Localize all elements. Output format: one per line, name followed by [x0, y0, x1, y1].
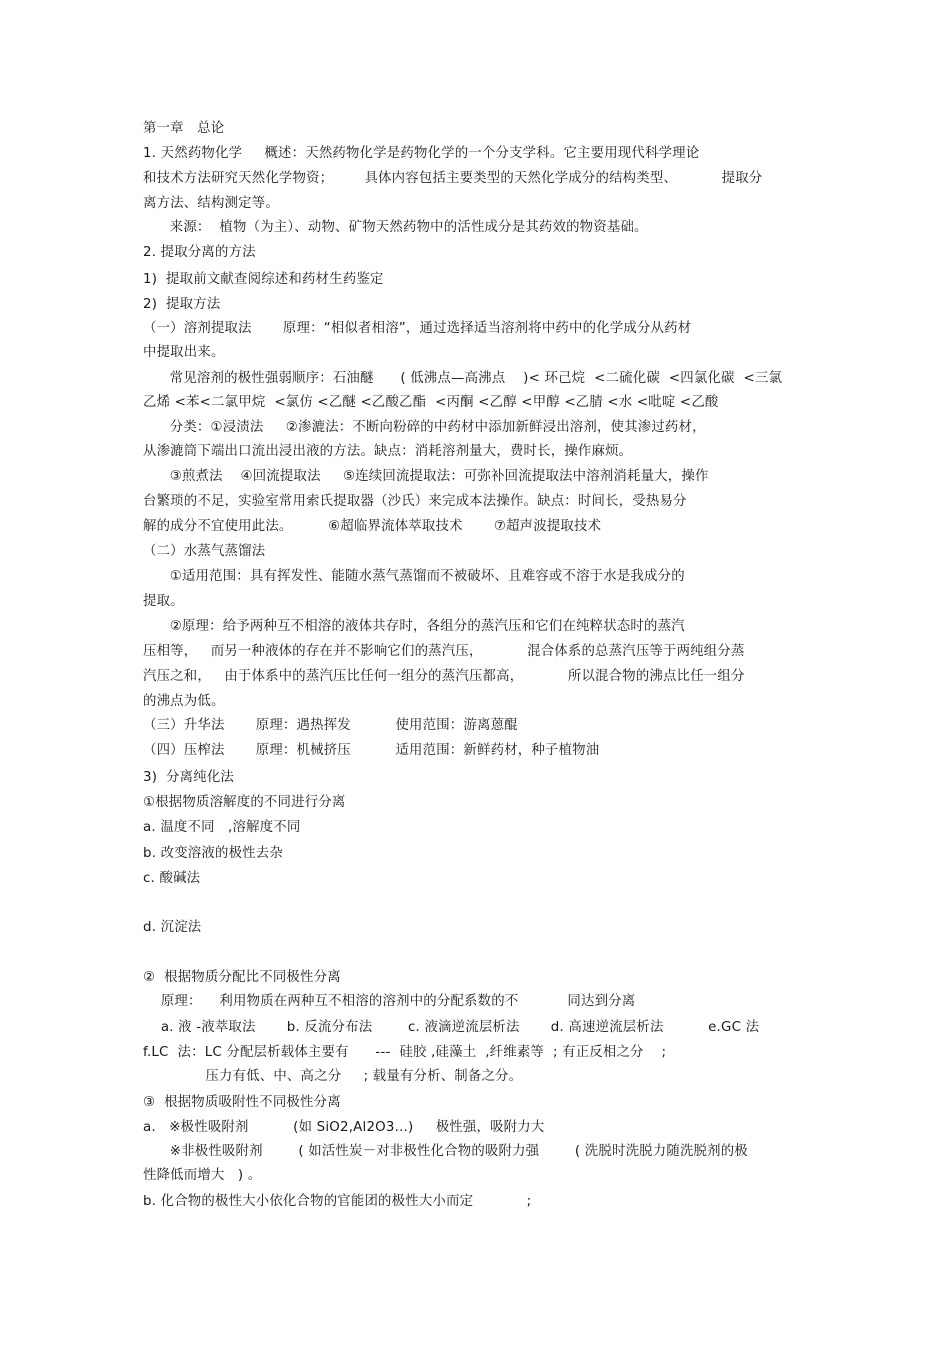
text-line: 分类：①浸渍法 ②渗漉法：不断向粉碎的中药材中添加新鲜浸出溶剂，使其渗过药材，: [143, 420, 706, 435]
text-line: 乙烯 <苯<二氯甲烷 <氯仿 <乙醚 <乙酸乙酯 <丙酮 <乙醇 <甲醇 <乙腈 <水 <吡啶 <乙酸: [143, 395, 719, 410]
text-line: b. 改变溶液的极性去杂: [143, 846, 283, 861]
text-line: b. 化合物的极性大小依化合物的官能团的极性大小而定 ;: [143, 1194, 532, 1209]
text-line: ③煎煮法 ④回流提取法 ⑤连续回流提取法：可弥补回流提取法中溶剂消耗量大，操作: [143, 469, 709, 484]
text-line: ③ 根据物质吸附性不同极性分离: [143, 1095, 341, 1110]
text-line: 1) 提取前文献查阅综述和药材生药鉴定: [143, 272, 384, 287]
text-line: 性降低而增大 ) 。: [143, 1168, 262, 1183]
text-line: 3) 分离纯化法: [143, 770, 235, 785]
text-line: ② 根据物质分配比不同极性分离: [143, 970, 341, 985]
text-line: （三）升华法 原理：遇热挥发 使用范围：游离蒽醌: [143, 718, 518, 733]
text-line: （二）水蒸气蒸馏法: [143, 544, 266, 559]
text-line: 提取。: [143, 594, 184, 609]
text-line: 1. 天然药物化学 概述：天然药物化学是药物化学的一个分支学科。它主要用现代科学理论: [143, 146, 700, 161]
text-line: 汽压之和， 由于体系中的蒸汽压比任何一组分的蒸汽压都高， 所以混合物的沸点比任一组分: [143, 669, 745, 684]
text-line: ※非极性吸附剂 ( 如活性炭－对非极性化合物的吸附力强 ( 洗脱时洗脱力随洗脱剂的极: [143, 1144, 748, 1159]
text-line: 压相等， 而另一种液体的存在并不影响它们的蒸汽压， 混合体系的总蒸汽压等于两纯组分蒸: [143, 644, 745, 659]
text-line: a. 温度不同 ,溶解度不同: [143, 820, 301, 835]
text-line: ①适用范围：具有挥发性、能随水蒸气蒸馏而不被破坏、且难容或不溶于水是我成分的: [143, 569, 685, 584]
text-line: 压力有低、中、高之分 ; 载量有分析、制备之分。: [143, 1069, 523, 1084]
text-line: 中提取出来。: [143, 345, 225, 360]
text-line: 和技术方法研究天然化学物资； 具体内容包括主要类型的天然化学成分的结构类型、 提取分: [143, 171, 763, 186]
text-line: c. 酸碱法: [143, 871, 201, 886]
text-line: a. 液 -液萃取法 b. 反流分布法 c. 液滴逆流层析法 d. 高速逆流层析法 e.GC 法: [143, 1020, 760, 1035]
section-heading: 2. 提取分离的方法: [143, 245, 256, 260]
text-line: 离方法、结构测定等。: [143, 196, 279, 211]
text-line: 原理： 利用物质在两种互不相溶的溶剂中的分配系数的不 同达到分离: [143, 994, 636, 1009]
text-line: 从渗漉筒下端出口流出浸出液的方法。缺点：消耗溶剂量大，费时长，操作麻烦。: [143, 444, 633, 459]
text-line: 来源： 植物（为主）、动物、矿物天然药物中的活性成分是其药效的物资基础。: [143, 220, 648, 235]
text-line: 台繁琐的不足，实验室常用索氏提取器（沙氏）来完成本法操作。缺点：时间长，受热易分: [143, 494, 687, 509]
text-line: （一）溶剂提取法 原理：“相似者相溶”，通过选择适当溶剂将中药中的化学成分从药材: [143, 321, 692, 336]
text-line: 的沸点为低。: [143, 694, 225, 709]
text-line: 2) 提取方法: [143, 297, 221, 312]
text-line: 解的成分不宜使用此法。 ⑥超临界流体萃取技术 ⑦超声波提取技术: [143, 519, 602, 534]
text-line: ②原理：给予两种互不相溶的液体共存时，各组分的蒸汽压和它们在纯粹状态时的蒸汽: [143, 619, 685, 634]
chapter-title: 第一章 总论: [143, 121, 225, 136]
text-line: d. 沉淀法: [143, 920, 202, 935]
text-line: 常见溶剂的极性强弱顺序：石油醚 ( 低沸点—高沸点 )< 环己烷 <二硫化碳 <四氯化碳 <三氯: [143, 371, 783, 386]
text-line: f.LC 法：LC 分配层析载体主要有 --- 硅胶 ,硅藻土 ,纤维素等 ; 有正反相之分 ;: [143, 1045, 667, 1060]
text-line: a. ※极性吸附剂 (如 SiO2,Al2O3...) 极性强，吸附力大: [143, 1120, 545, 1135]
text-line: ①根据物质溶解度的不同进行分离: [143, 795, 346, 810]
text-line: （四）压榨法 原理：机械挤压 适用范围：新鲜药材，种子植物油: [143, 743, 600, 758]
